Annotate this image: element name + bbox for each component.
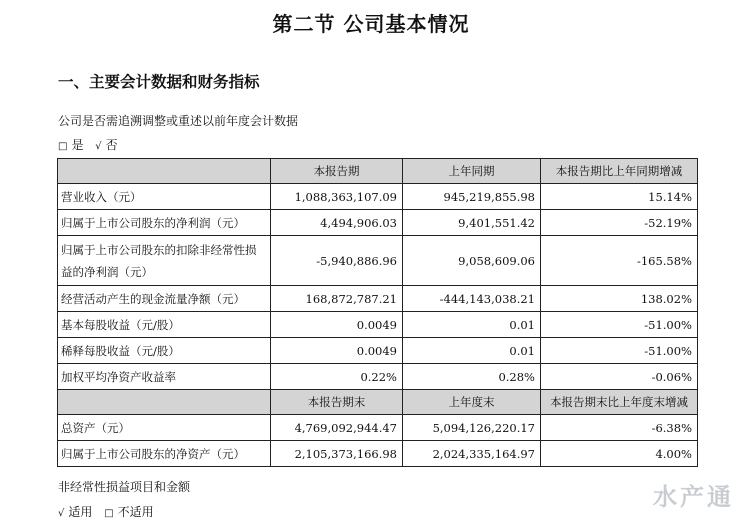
table-row bbox=[58, 286, 698, 312]
table-row bbox=[58, 415, 698, 441]
cell-current: 4,494,906.03 bbox=[271, 210, 403, 236]
header-prior-period: 上年同期 bbox=[403, 159, 541, 184]
cell-prior: 5,094,126,220.17 bbox=[403, 415, 541, 441]
table-row bbox=[58, 210, 698, 236]
cell-change: -165.58% bbox=[541, 236, 698, 286]
checkbox-empty-icon: □ bbox=[104, 508, 114, 519]
header-period-change: 本报告期比上年同期增减 bbox=[541, 159, 698, 184]
row-label: 归属于上市公司股东的净资产（元） bbox=[58, 441, 271, 467]
row-label: 归属于上市公司股东的扣除非经常性损益的净利润（元） bbox=[58, 236, 271, 286]
row-label: 稀释每股收益（元/股） bbox=[58, 338, 271, 364]
cell-current: 2,105,373,166.98 bbox=[271, 441, 403, 467]
restate-options bbox=[58, 136, 126, 153]
table-row bbox=[58, 312, 698, 338]
section-heading: 一、主要会计数据和财务指标 bbox=[58, 72, 260, 91]
cell-change: 138.02% bbox=[541, 286, 698, 312]
checkbox-empty-icon: □ bbox=[58, 141, 68, 152]
nonrecurring-options bbox=[58, 503, 162, 520]
nonrecurring-option-not-applicable[interactable] bbox=[104, 503, 161, 520]
nonrecurring-option-applicable[interactable] bbox=[58, 503, 100, 520]
cell-current: 168,872,787.21 bbox=[271, 286, 403, 312]
header-current-period: 本报告期 bbox=[271, 159, 403, 184]
restate-option-yes[interactable] bbox=[58, 136, 91, 153]
nonrecurring-option-applicable-label: 适用 bbox=[68, 505, 93, 519]
cell-prior: 945,219,855.98 bbox=[403, 184, 541, 210]
table-row bbox=[58, 338, 698, 364]
cell-change: -6.38% bbox=[541, 415, 698, 441]
table-header-row-2 bbox=[58, 390, 698, 415]
restate-option-yes-label: 是 bbox=[71, 138, 84, 152]
nonrecurring-option-not-applicable-label: 不适用 bbox=[117, 505, 154, 519]
row-label: 营业收入（元） bbox=[58, 184, 271, 210]
watermark-logo: 水产通 bbox=[653, 483, 734, 511]
cell-change: -52.19% bbox=[541, 210, 698, 236]
cell-change: 15.14% bbox=[541, 184, 698, 210]
cell-current: 4,769,092,944.47 bbox=[271, 415, 403, 441]
cell-prior: 0.01 bbox=[403, 338, 541, 364]
cell-change: -51.00% bbox=[541, 312, 698, 338]
header-year-end-change: 本报告期末比上年度末增减 bbox=[541, 390, 698, 415]
cell-prior: 9,058,609.06 bbox=[403, 236, 541, 286]
nonrecurring-heading: 非经常性损益项目和金额 bbox=[58, 480, 191, 494]
cell-prior: 0.01 bbox=[403, 312, 541, 338]
cell-prior: 0.28% bbox=[403, 364, 541, 390]
table-row bbox=[58, 364, 698, 390]
header-blank-cell bbox=[58, 159, 271, 184]
financial-data-table bbox=[57, 158, 698, 467]
table-row bbox=[58, 184, 698, 210]
restate-option-no[interactable] bbox=[95, 136, 125, 153]
cell-prior: -444,143,038.21 bbox=[403, 286, 541, 312]
cell-current: 1,088,363,107.09 bbox=[271, 184, 403, 210]
page-title: 第二节 公司基本情况 bbox=[272, 12, 470, 36]
restate-question: 公司是否需追溯调整或重述以前年度会计数据 bbox=[58, 114, 299, 128]
cell-change: -0.06% bbox=[541, 364, 698, 390]
check-mark-icon: √ bbox=[58, 508, 65, 519]
cell-prior: 9,401,551.42 bbox=[403, 210, 541, 236]
row-label: 归属于上市公司股东的净利润（元） bbox=[58, 210, 271, 236]
check-mark-icon: √ bbox=[95, 141, 102, 152]
cell-current: 0.0049 bbox=[271, 338, 403, 364]
row-label: 总资产（元） bbox=[58, 415, 271, 441]
cell-current: 0.22% bbox=[271, 364, 403, 390]
row-label: 经营活动产生的现金流量净额（元） bbox=[58, 286, 271, 312]
restate-option-no-label: 否 bbox=[105, 138, 118, 152]
cell-prior: 2,024,335,164.97 bbox=[403, 441, 541, 467]
header-prior-year-end: 上年度末 bbox=[403, 390, 541, 415]
row-label: 加权平均净资产收益率 bbox=[58, 364, 271, 390]
cell-current: -5,940,886.96 bbox=[271, 236, 403, 286]
header-blank-cell bbox=[58, 390, 271, 415]
header-period-end: 本报告期末 bbox=[271, 390, 403, 415]
table-row bbox=[58, 441, 698, 467]
row-label: 基本每股收益（元/股） bbox=[58, 312, 271, 338]
table-row bbox=[58, 236, 698, 286]
table-header-row bbox=[58, 159, 698, 184]
cell-change: 4.00% bbox=[541, 441, 698, 467]
cell-change: -51.00% bbox=[541, 338, 698, 364]
cell-current: 0.0049 bbox=[271, 312, 403, 338]
